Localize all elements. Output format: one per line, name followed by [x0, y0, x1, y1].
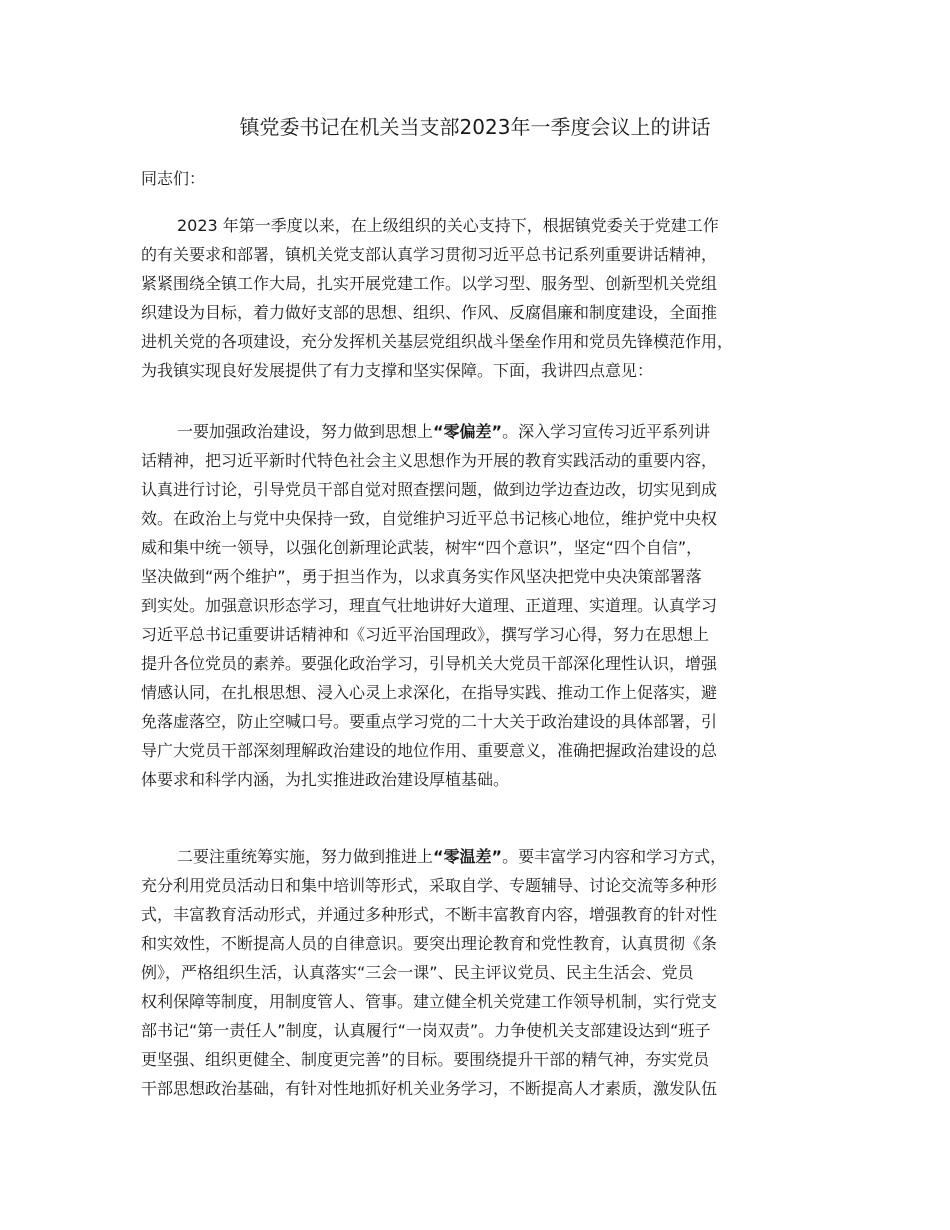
paragraph-line: 到实处。加强意识形态学习，理直气壮地讲好大道理、正道理、实道理。认真学习: [141, 596, 718, 615]
paragraph-lead-text: 一要加强政治建设，努力做到思想上: [177, 422, 434, 441]
paragraph-1: [141, 211, 841, 385]
paragraph-line: 效。在政治上与党中央保持一致，自觉维护习近平总书记核心地位，维护党中央权: [141, 509, 718, 528]
paragraph-lead-rest: 。深入学习宣传习近平系列讲: [502, 422, 711, 441]
paragraph-line: 坚决做到“两个维护”，勇于担当作为，以求真务实作风坚决把党中央决策部署落: [141, 567, 702, 586]
paragraph-line: 式，丰富教育活动形式，并通过多种形式，不断丰富教育内容，增强教育的针对性: [141, 905, 718, 924]
paragraph-line: 提升各位党员的素养。要强化政治学习，引导机关大党员干部深化理性认识，增强: [141, 654, 718, 673]
paragraph-line: 和实效性，不断提高人员的自律意识。要突出理论教育和党性教育，认真贯彻《条: [141, 934, 718, 953]
paragraph-line: 免落虚落空，防止空喊口号。要重点学习党的二十大关于政治建设的具体部署，引: [141, 712, 718, 731]
paragraph-3: [141, 842, 841, 1103]
document-title: 镇党委书记在机关当支部2023年一季度会议上的讲话: [239, 115, 711, 139]
paragraph-line: 充分利用党员活动日和集中培训等形式，采取自学、专题辅导、讨论交流等多种形: [141, 876, 718, 895]
paragraph-line: 例》，严格组织生活，认真落实“三会一课”、民主评议党员、民主生活会、党员: [141, 963, 694, 982]
emphasis-text: “零温差”: [433, 847, 503, 866]
paragraph-line: 情感认同，在扎根思想、浸入心灵上求深化，在指导实践、推动工作上促落实，避: [141, 683, 718, 702]
paragraph-line: 紧紧围绕全镇工作大局，扎实开展党建工作。以学习型、服务型、创新型机关党组: [141, 274, 718, 293]
paragraph-lead-rest: 。要丰富学习内容和学习方式，: [502, 847, 727, 866]
paragraph-line: 更坚强、组织更健全、制度更完善”的目标。要围绕提升干部的精气神，夯实党员: [141, 1050, 710, 1069]
paragraph-first-line: [141, 417, 841, 446]
paragraph-first-line: [141, 842, 841, 871]
paragraph-line: 为我镇实现良好发展提供了有力支撑和坚实保障。下面，我讲四点意见：: [141, 361, 654, 380]
paragraph-line: 威和集中统一领导，以强化创新理论武装，树牢“四个意识”，坚定“四个自信”，: [141, 538, 703, 557]
salutation: 同志们：: [141, 169, 206, 188]
paragraph-line: 习近平总书记重要讲话精神和《习近平治国理政》，撰写学习心得，努力在思想上: [141, 625, 710, 644]
paragraph-line: 2023 年第一季度以来，在上级组织的关心支持下，根据镇党委关于党建工作: [177, 216, 719, 235]
paragraph-lead-text: 二要注重统筹实施，努力做到推进上: [177, 847, 434, 866]
paragraph-line: 权利保障等制度，用制度管人、管事。建立健全机关党建工作领导机制，实行党支: [141, 992, 718, 1011]
paragraph-line: 体要求和科学内涵，为扎实推进政治建设厚植基础。: [141, 770, 510, 789]
paragraph-line: 导广大党员干部深刻理解政治建设的地位作用、重要意义，准确把握政治建设的总: [141, 741, 718, 760]
paragraph-line: 话精神，把习近平新时代特色社会主义思想作为开展的教育实践活动的重要内容，: [141, 451, 718, 470]
paragraph-line: 部书记“第一责任人”制度，认真履行“一岗双责”。力争使机关支部建设达到“班子: [141, 1021, 711, 1040]
paragraph-line: 进机关党的各项建设，充分发挥机关基层党组织战斗堡垒作用和党员先锋模范作用，: [141, 332, 734, 351]
paragraph-line: 的有关要求和部署，镇机关党支部认真学习贯彻习近平总书记系列重要讲话精神，: [141, 245, 718, 264]
paragraph-2: [141, 417, 841, 794]
emphasis-text: “零偏差”: [433, 422, 503, 441]
paragraph-line: 认真进行讨论，引导党员干部自觉对照查摆问题，做到边学边查边改，切实见到成: [141, 480, 718, 499]
paragraph-line: 干部思想政治基础，有针对性地抓好机关业务学习，不断提高人才素质，激发队伍: [141, 1079, 718, 1098]
paragraph-line: 织建设为目标，着力做好支部的思想、组织、作风、反腐倡廉和制度建设，全面推: [141, 303, 718, 322]
